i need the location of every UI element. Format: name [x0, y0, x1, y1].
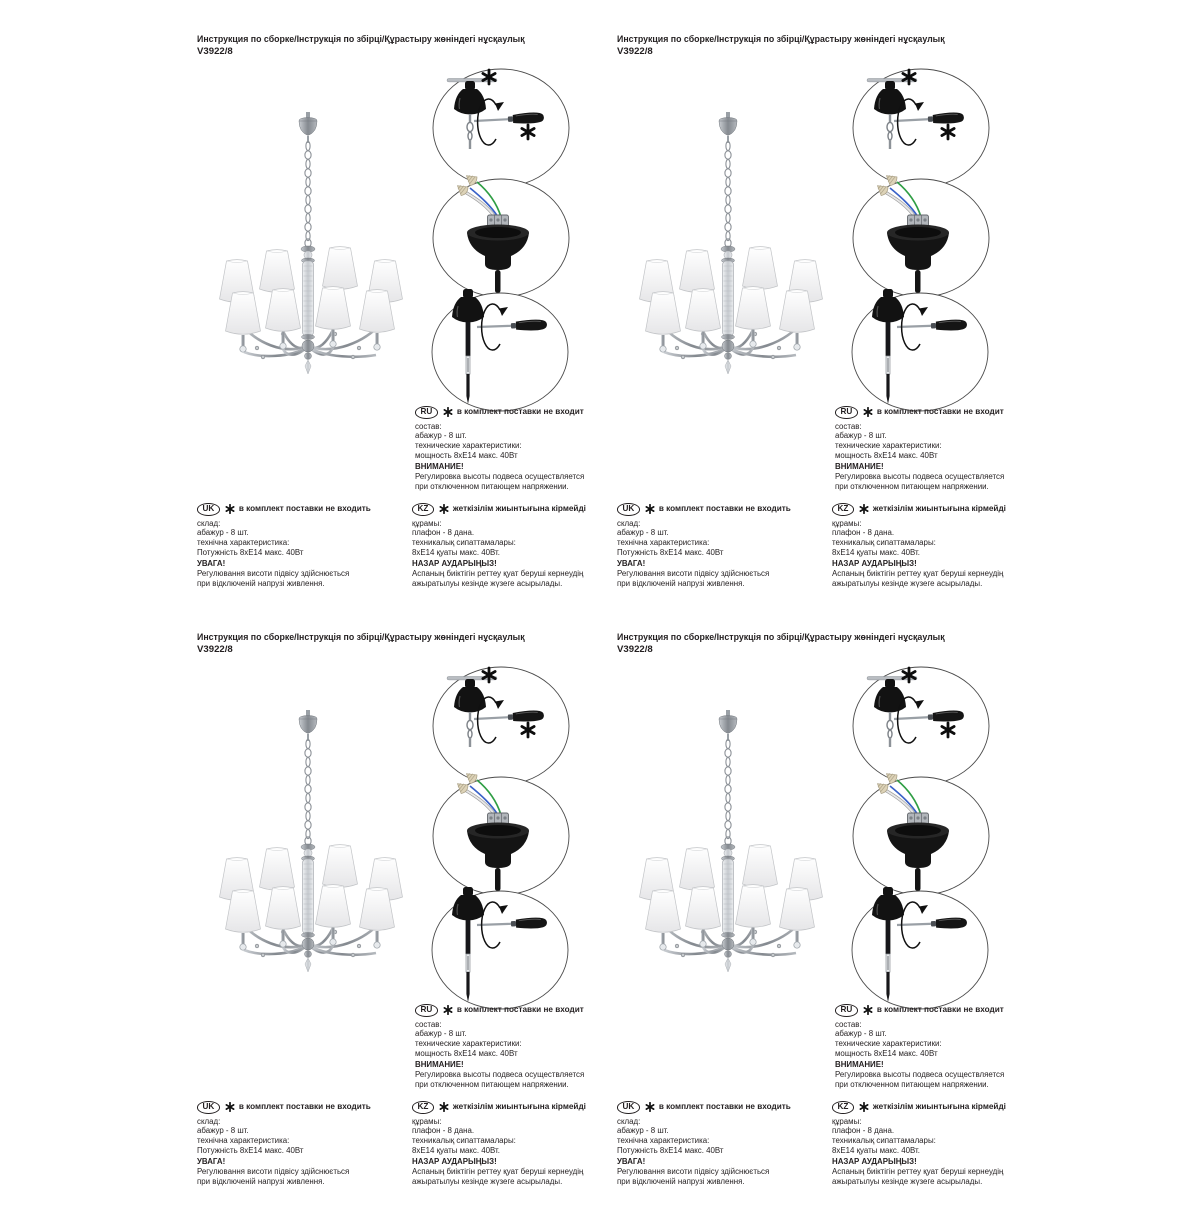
spec-line: құрамы:	[832, 518, 862, 528]
warning-title: УВАГА!	[197, 559, 226, 569]
warning-title: НАЗАР АУДАРЫҢЫЗ!	[832, 1157, 917, 1167]
step-2-circle-wiring	[853, 769, 989, 895]
assembly-steps-illustration	[845, 663, 1000, 1048]
step-3-circle-height-adjust	[432, 887, 568, 1009]
step-2-circle-wiring	[853, 171, 989, 297]
uk-section	[197, 1101, 409, 1186]
power-cord	[495, 270, 501, 293]
ru-section	[415, 1004, 611, 1089]
spec-line: құрамы:	[832, 1116, 862, 1126]
spec-line: техникалық сипаттамалары:	[832, 1135, 936, 1145]
warning-line: Регулювання висоти підвісу здійснюється	[197, 1167, 350, 1177]
instruction-sheet	[190, 628, 610, 1226]
warning-line: при отключенном питающем напряжении.	[415, 481, 569, 491]
chain-end	[889, 140, 891, 149]
asterisk-icon	[863, 407, 873, 417]
warning-line: Аспаның биіктігін реттеу қуат беруші кернеудің	[832, 1167, 1004, 1177]
uk-language-badge: UK	[617, 1101, 640, 1114]
not-included-note: в комплект поставки не входит	[876, 1005, 1004, 1015]
not-included-note: жеткізілім жиынтығына кірмейді	[872, 1102, 1006, 1112]
kz-language-badge: KZ	[832, 503, 854, 516]
kz-section	[412, 1101, 612, 1186]
spec-line: абажур - 8 шт.	[617, 528, 669, 538]
warning-line: Аспаның биіктігін реттеу қуат беруші кернеудің	[412, 1167, 584, 1177]
warning-title: УВАГА!	[617, 1157, 646, 1167]
warning-line: при отключенном питающем напряжении.	[415, 1079, 569, 1089]
uk-section-heading	[617, 503, 829, 516]
step-2-circle-wiring	[433, 769, 569, 895]
chandelier-illustration	[615, 108, 865, 408]
central-column	[721, 844, 735, 972]
ru-language-badge: RU	[835, 406, 858, 419]
asterisk-icon	[645, 1102, 655, 1112]
asterisk-icon	[863, 1005, 873, 1015]
uk-language-badge: UK	[617, 503, 640, 516]
kz-language-badge: KZ	[412, 503, 434, 516]
warning-line: Регулювання висоти підвісу здійснюється	[617, 1167, 770, 1177]
asterisk-icon	[443, 407, 453, 417]
uk-language-badge: UK	[197, 1101, 220, 1114]
spec-line: техникалық сипаттамалары:	[412, 1135, 516, 1145]
spec-line: абажур - 8 шт.	[415, 431, 467, 441]
uk-section-heading	[617, 1101, 829, 1114]
warning-line: Регулировка высоты подвеса осуществляется	[835, 1070, 1005, 1080]
kz-section	[832, 1101, 1032, 1186]
spec-line: абажур - 8 шт.	[197, 1126, 249, 1136]
step-3-circle-height-adjust	[852, 289, 988, 411]
ru-language-badge: RU	[835, 1004, 858, 1017]
kz-section	[412, 503, 612, 588]
spec-line: мощность 8хЕ14 макс. 40Вт	[415, 450, 518, 460]
spec-line: технические характеристики:	[415, 1038, 522, 1048]
spec-line: мощность 8хЕ14 макс. 40Вт	[835, 450, 938, 460]
not-included-note: в комплект поставки не входить	[238, 504, 371, 514]
ru-section	[415, 406, 611, 491]
spec-line: абажур - 8 шт.	[415, 1029, 467, 1039]
central-column	[301, 246, 315, 374]
kz-language-badge: KZ	[412, 1101, 434, 1114]
spec-line: технічна характеристика:	[617, 1135, 710, 1145]
power-cord	[915, 270, 921, 293]
spec-line: склад:	[197, 1116, 221, 1126]
not-included-note: в комплект поставки не входит	[456, 1005, 584, 1015]
spec-line: абажур - 8 шт.	[197, 528, 249, 538]
warning-line: Регулировка высоты подвеса осуществляется	[415, 1070, 585, 1080]
kz-language-badge: KZ	[832, 1101, 854, 1114]
instruction-sheet	[610, 30, 1030, 628]
spec-line: склад:	[617, 1116, 641, 1126]
ceiling-canopy	[299, 112, 317, 143]
ceiling-canopy	[299, 710, 317, 741]
ru-section-heading	[415, 406, 611, 419]
spec-line: техникалық сипаттамалары:	[412, 537, 516, 547]
uk-section-heading	[197, 1101, 409, 1114]
warning-title: НАЗАР АУДАРЫҢЫЗ!	[412, 559, 497, 569]
spec-line: Потужність 8хЕ14 макс. 40Вт	[617, 547, 724, 557]
warning-title: ВНИМАНИЕ!	[835, 1060, 884, 1070]
chain-end	[889, 738, 891, 747]
spec-line: технические характеристики:	[835, 1038, 942, 1048]
ceiling-canopy	[719, 112, 737, 143]
canopy-stem	[469, 114, 471, 122]
step-3-circle-height-adjust	[432, 289, 568, 411]
warning-line: ажыратылуы кезінде жүзеге асырылады.	[832, 1176, 983, 1186]
sheet-title: Инструкция по сборке/Інструкція по збірці/Құрастыру жөніндегі нұсқаулық	[197, 632, 525, 642]
chain-end	[469, 738, 471, 747]
chandelier-illustration	[195, 706, 445, 1006]
warning-title: НАЗАР АУДАРЫҢЫЗ!	[412, 1157, 497, 1167]
spec-line: Потужність 8хЕ14 макс. 40Вт	[197, 547, 304, 557]
chandelier-illustration	[195, 108, 445, 408]
spec-line: мощность 8хЕ14 макс. 40Вт	[415, 1048, 518, 1058]
asterisk-icon	[439, 504, 449, 514]
sheet-title: Инструкция по сборке/Інструкція по збірці/Құрастыру жөніндегі нұсқаулық	[197, 34, 525, 44]
power-cord	[915, 868, 921, 891]
spec-line: 8хЕ14 қуаты макс. 40Вт.	[412, 547, 500, 557]
spec-line: абажур - 8 шт.	[617, 1126, 669, 1136]
spec-line: склад:	[617, 518, 641, 528]
spec-line: абажур - 8 шт.	[835, 431, 887, 441]
ru-section-heading	[415, 1004, 611, 1017]
ru-section-heading	[835, 406, 1031, 419]
sheet-title: Инструкция по сборке/Інструкція по збірці/Құрастыру жөніндегі нұсқаулық	[617, 34, 945, 44]
assembly-steps-illustration	[425, 65, 580, 450]
spec-line: Потужність 8хЕ14 макс. 40Вт	[197, 1145, 304, 1155]
suspension-chain	[725, 141, 731, 247]
assembly-steps-illustration	[425, 663, 580, 1048]
kz-section-heading	[412, 503, 612, 516]
spec-line: мощность 8хЕ14 макс. 40Вт	[835, 1048, 938, 1058]
ru-section	[835, 406, 1031, 491]
suspension-chain	[725, 739, 731, 845]
spec-line: состав:	[415, 421, 442, 431]
kz-section-heading	[832, 503, 1032, 516]
sheet-title: Инструкция по сборке/Інструкція по збірці/Құрастыру жөніндегі нұсқаулық	[617, 632, 945, 642]
ru-section-heading	[835, 1004, 1031, 1017]
warning-title: УВАГА!	[617, 559, 646, 569]
warning-line: Аспаның биіктігін реттеу қуат беруші кернеудің	[412, 569, 584, 579]
ceiling-canopy	[719, 710, 737, 741]
step-1-circle-hook-mount	[853, 667, 989, 785]
warning-line: ажыратылуы кезінде жүзеге асырылады.	[412, 578, 563, 588]
step-1-circle-hook-mount	[433, 69, 569, 187]
ru-language-badge: RU	[415, 406, 438, 419]
step-1-circle-hook-mount	[433, 667, 569, 785]
warning-line: Регулировка высоты подвеса осуществляется	[835, 472, 1005, 482]
warning-line: ажыратылуы кезінде жүзеге асырылады.	[412, 1176, 563, 1186]
spec-line: плафон - 8 дана.	[832, 528, 895, 538]
spec-line: технічна характеристика:	[197, 537, 290, 547]
uk-section	[617, 1101, 829, 1186]
uk-section-heading	[197, 503, 409, 516]
spec-line: құрамы:	[412, 518, 442, 528]
kz-section-heading	[412, 1101, 612, 1114]
warning-line: Регулювання висоти підвісу здійснюється	[617, 569, 770, 579]
spec-line: технические характеристики:	[835, 440, 942, 450]
warning-line: при відключеній напрузі живлення.	[197, 1176, 325, 1186]
canopy-stem	[889, 114, 891, 122]
model-number: V3922/8	[617, 46, 653, 57]
uk-section	[197, 503, 409, 588]
warning-line: ажыратылуы кезінде жүзеге асырылады.	[832, 578, 983, 588]
warning-line: Регулировка высоты подвеса осуществляется	[415, 472, 585, 482]
spec-line: плафон - 8 дана.	[832, 1126, 895, 1136]
not-included-note: в комплект поставки не входит	[456, 407, 584, 417]
spec-line: плафон - 8 дана.	[412, 1126, 475, 1136]
spec-line: Потужність 8хЕ14 макс. 40Вт	[617, 1145, 724, 1155]
asterisk-icon	[859, 1102, 869, 1112]
ru-language-badge: RU	[415, 1004, 438, 1017]
asterisk-icon	[225, 1102, 235, 1112]
not-included-note: жеткізілім жиынтығына кірмейді	[452, 504, 586, 514]
chain-end	[469, 140, 471, 149]
ru-section	[835, 1004, 1031, 1089]
not-included-note: жеткізілім жиынтығына кірмейді	[452, 1102, 586, 1112]
warning-line: при отключенном питающем напряжении.	[835, 481, 989, 491]
warning-title: ВНИМАНИЕ!	[835, 462, 884, 472]
spec-line: технические характеристики:	[415, 440, 522, 450]
spec-line: технічна характеристика:	[617, 537, 710, 547]
warning-line: при відключеній напрузі живлення.	[197, 578, 325, 588]
kz-section	[832, 503, 1032, 588]
warning-line: при відключеній напрузі живлення.	[617, 1176, 745, 1186]
suspension-chain	[305, 141, 311, 247]
instruction-sheet-grid	[190, 30, 1030, 1226]
suspension-chain	[305, 739, 311, 845]
model-number: V3922/8	[197, 46, 233, 57]
model-number: V3922/8	[617, 644, 653, 655]
asterisk-icon	[645, 504, 655, 514]
spec-line: состав:	[835, 421, 862, 431]
warning-title: НАЗАР АУДАРЫҢЫЗ!	[832, 559, 917, 569]
spec-line: абажур - 8 шт.	[835, 1029, 887, 1039]
asterisk-icon	[439, 1102, 449, 1112]
warning-line: при отключенном питающем напряжении.	[835, 1079, 989, 1089]
spec-line: 8хЕ14 қуаты макс. 40Вт.	[832, 1145, 920, 1155]
warning-line: Регулювання висоти підвісу здійснюється	[197, 569, 350, 579]
warning-title: ВНИМАНИЕ!	[415, 462, 464, 472]
spec-line: плафон - 8 дана.	[412, 528, 475, 538]
spec-line: состав:	[835, 1019, 862, 1029]
warning-title: ВНИМАНИЕ!	[415, 1060, 464, 1070]
spec-line: технічна характеристика:	[197, 1135, 290, 1145]
central-column	[301, 844, 315, 972]
not-included-note: в комплект поставки не входить	[238, 1102, 371, 1112]
spec-line: 8хЕ14 қуаты макс. 40Вт.	[832, 547, 920, 557]
step-2-circle-wiring	[433, 171, 569, 297]
canopy-stem	[889, 712, 891, 720]
not-included-note: жеткізілім жиынтығына кірмейді	[872, 504, 1006, 514]
asterisk-icon	[225, 504, 235, 514]
spec-line: 8хЕ14 қуаты макс. 40Вт.	[412, 1145, 500, 1155]
assembly-steps-illustration	[845, 65, 1000, 450]
warning-title: УВАГА!	[197, 1157, 226, 1167]
spec-line: склад:	[197, 518, 221, 528]
not-included-note: в комплект поставки не входить	[658, 1102, 791, 1112]
step-3-circle-height-adjust	[852, 887, 988, 1009]
kz-section-heading	[832, 1101, 1032, 1114]
not-included-note: в комплект поставки не входит	[876, 407, 1004, 417]
asterisk-icon	[859, 504, 869, 514]
instruction-sheet	[190, 30, 610, 628]
power-cord	[495, 868, 501, 891]
spec-line: состав:	[415, 1019, 442, 1029]
uk-section	[617, 503, 829, 588]
spec-line: құрамы:	[412, 1116, 442, 1126]
spec-line: техникалық сипаттамалары:	[832, 537, 936, 547]
canopy-stem	[469, 712, 471, 720]
model-number: V3922/8	[197, 644, 233, 655]
chandelier-illustration	[615, 706, 865, 1006]
uk-language-badge: UK	[197, 503, 220, 516]
step-1-circle-hook-mount	[853, 69, 989, 187]
warning-line: при відключеній напрузі живлення.	[617, 578, 745, 588]
asterisk-icon	[443, 1005, 453, 1015]
central-column	[721, 246, 735, 374]
instruction-sheet	[610, 628, 1030, 1226]
not-included-note: в комплект поставки не входить	[658, 504, 791, 514]
warning-line: Аспаның биіктігін реттеу қуат беруші кернеудің	[832, 569, 1004, 579]
